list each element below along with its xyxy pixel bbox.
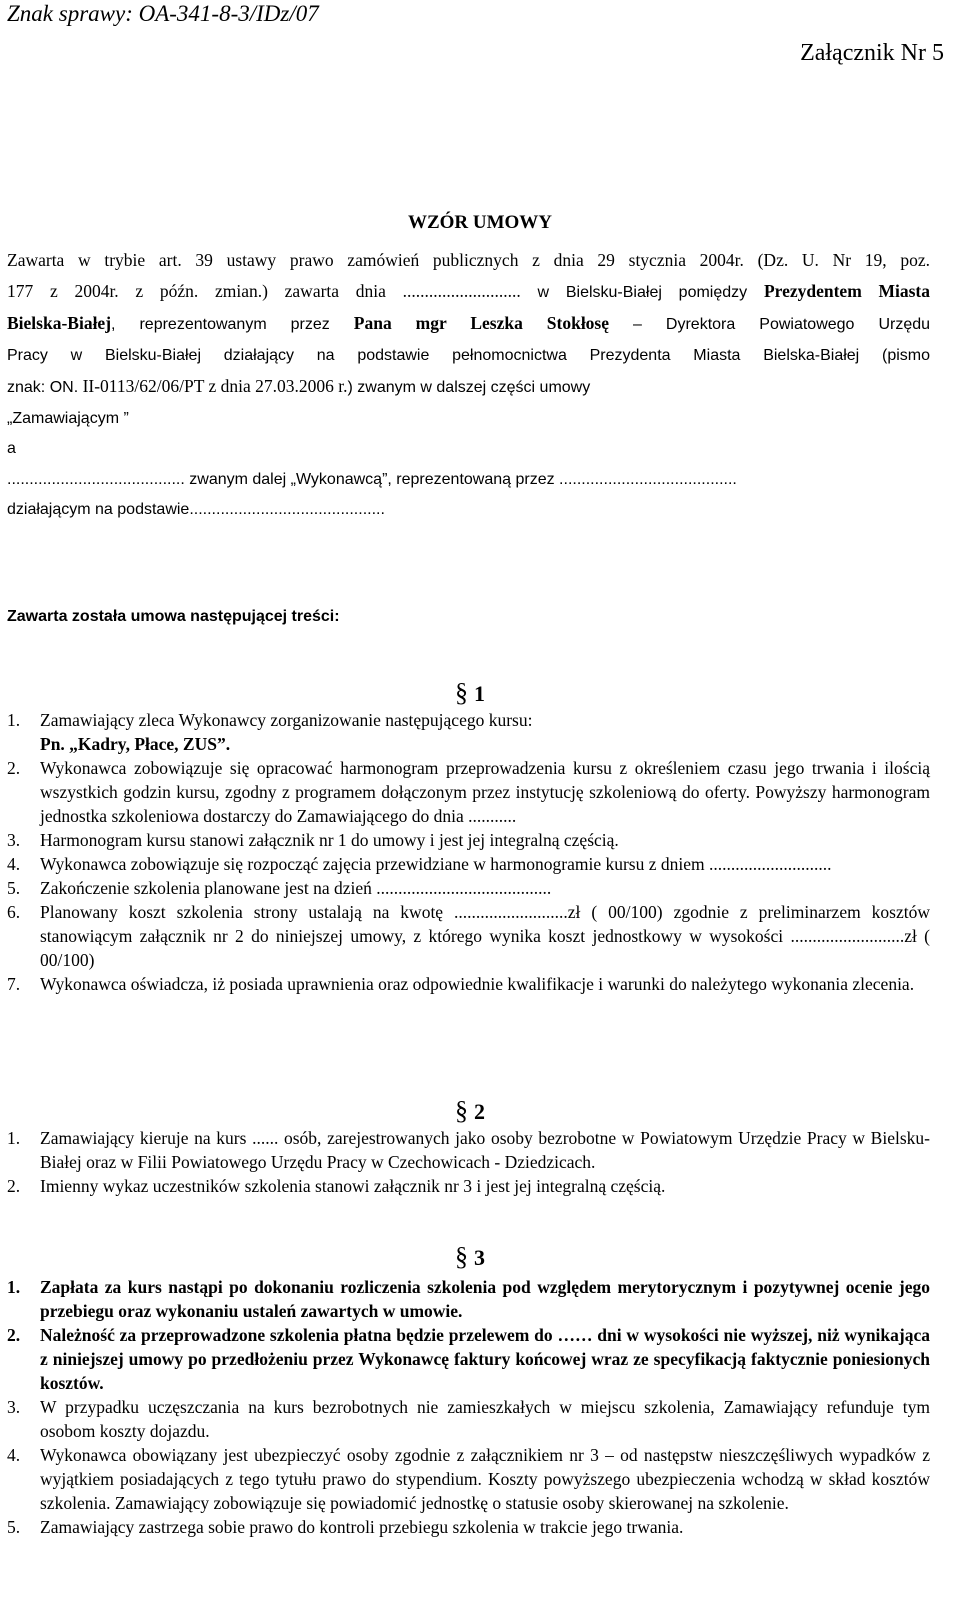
list-item-text: Harmonogram kursu stanowi załącznik nr 1 do umowy i jest jej integralną częścią. [40, 830, 619, 850]
intro-further-text: ) zwanym w dalszej części umowy [347, 379, 591, 396]
list-item-number: 6. [7, 902, 21, 922]
intro-represented-text: , reprezentowanym przez [111, 316, 354, 333]
list-item-text: Należność za przeprowadzone szkolenia płatna będzie przelewem do …… dni w wysokości nie wyższej, niż wynikająca z niniejszej umowy po przedłożeniu przez Wykonawcę faktury końcowej wraz ze specyfikacją faktycznie poniesionych kosztów. [40, 1325, 930, 1393]
intro-date-text: 177 z 2004r. z późn. zmian.) zawarta dnia ........................... [7, 280, 521, 301]
list-item [7, 756, 930, 828]
intro-line-4: Pracy w Bielsku-Białej działający na podstawie pełnomocnictwa Prezydenta Miasta Bielska-Białej (pismo [7, 346, 930, 364]
list-item-number: 1. [7, 1128, 21, 1148]
intro-director-text: – Dyrektora Powiatowego Urzędu [609, 316, 931, 333]
paragraph-sign: § [455, 678, 468, 707]
list-item [7, 900, 930, 972]
section-2-heading [455, 1098, 485, 1125]
list-item-number: 4. [7, 1445, 21, 1465]
document-title: WZÓR UMOWY [407, 212, 553, 233]
list-item-number: 1. [7, 710, 21, 730]
list-item-number: 5. [7, 1517, 21, 1537]
intro-sign-number: II-0113/62/06/PT z dnia 27.03.2006 r. [82, 376, 348, 396]
list-item-text: Planowany koszt szkolenia strony ustalają na kwotę ..........................zł ( 00/100) zgodnie z preliminarzem kosztów stanowiącym załącznik nr 2 do niniejszej umowy, z którego wynika koszt jednostkowy w wysokości ..........................zł ( 00/100) [40, 902, 930, 970]
list-item-text: Zapłata za kurs nastąpi po dokonaniu rozliczenia szkolenia pod względem merytorycznym i pozytywnej ocenie jego przebiegu oraz wykonaniu ustaleń zawartych w umowie. [40, 1277, 930, 1321]
section-2-list [7, 1126, 930, 1198]
section-3-number: 3 [474, 1245, 485, 1270]
list-item-text: Zamawiający kieruje na kurs ...... osób, zarejestrowanych jako osoby bezrobotne w Powiatowym Urzędzie Pracy w Bielsku-Białej oraz w Filii Powiatowego Urzędu Pracy w Czechowicach - Dziedzicach. [40, 1128, 930, 1172]
intro-place-text: w Bielsku-Białej pomiędzy [520, 283, 764, 301]
contract-heading: Zawarta została umowa następującej treści: [7, 608, 340, 625]
list-item-number: 2. [7, 1176, 21, 1196]
intro-party-city: Bielska-Białej [7, 313, 112, 333]
list-item-number: 5. [7, 878, 21, 898]
paragraph-sign: § [455, 1096, 468, 1125]
list-item-number: 7. [7, 974, 21, 994]
list-item-text: Zamawiający zastrzega sobie prawo do kontroli przebiegu szkolenia w trakcie jego trwania. [40, 1517, 684, 1537]
intro-party-president: Prezydentem Miasta [763, 280, 930, 301]
list-item-text: Wykonawca obowiązany jest ubezpieczyć osoby zgodnie z załącznikiem nr 3 – od następstw nieszczęśliwych wypadków z wyjątkiem posiadających z tego tytułu prawo do stypendium. Koszty powyższego ubezpieczenia wchodzą w skład kosztów szkolenia. Zamawiający zobowiązuje się powiadomić jednostkę o statusie osoby skierowanej na szkolenie. [40, 1445, 930, 1513]
list-item-text: Imienny wykaz uczestników szkolenia stanowi załącznik nr 3 i jest jej integralną częścią. [40, 1176, 666, 1196]
intro-line-2 [7, 276, 930, 309]
intro-line-6: „Zamawiającym ” [7, 409, 129, 427]
list-item-text: W przypadku uczęszczania na kurs bezrobotnych nie zamieszkałych w miejscu szkolenia, Zamawiający refunduje tym osobom koszty dojazdu. [40, 1397, 930, 1441]
section-1-list [7, 708, 930, 996]
intro-line-9: działającym na podstawie............................................ [7, 501, 385, 518]
section-3-list [7, 1275, 930, 1539]
list-item-text: Zamawiający zleca Wykonawcy zorganizowanie następującego kursu: [40, 710, 533, 730]
annex-label: Załącznik Nr 5 [800, 40, 944, 66]
section-3-heading [455, 1244, 485, 1271]
list-item [7, 876, 930, 900]
list-item [7, 1443, 930, 1515]
list-item-number: 3. [7, 830, 21, 850]
list-item [7, 708, 930, 756]
intro-line-3 [7, 308, 930, 341]
list-item-number: 2. [7, 758, 21, 778]
list-item [7, 1174, 930, 1198]
list-item-text: Wykonawca zobowiązuje się opracować harmonogram przeprowadzenia kursu z określeniem czasu jego trwania i ilością wszystkich godzin kursu, zgodny z programem dołączonym przez instytucję szkoleniową do oferty. Powyższy harmonogram jednostka szkoleniowa dostarczy do Zamawiającego do dnia ........... [40, 758, 930, 826]
list-item-text: Wykonawca oświadcza, iż posiada uprawnienia oraz odpowiednie kwalifikacje i warunki do należytego wykonania zlecenia. [40, 974, 915, 994]
list-item [7, 1323, 930, 1395]
list-item-number: 2. [7, 1325, 21, 1345]
list-item-text: Wykonawca zobowiązuje się rozpocząć zajęcia przewidziane w harmonogramie kursu z dniem ............................ [40, 854, 832, 874]
list-item-number: 3. [7, 1397, 21, 1417]
case-number: Znak sprawy: OA-341-8-3/IDz/07 [7, 1, 319, 26]
section-2-number: 2 [474, 1099, 485, 1124]
intro-line-7: a [7, 440, 16, 457]
intro-line-8: ........................................ zwanym dalej „Wykonawcą”, reprezentowaną przez ........................................ [7, 470, 737, 488]
list-item-text: Zakończenie szkolenia planowane jest na dzień ........................................ [40, 878, 552, 898]
list-item [7, 1395, 930, 1443]
intro-representative: Pana mgr Leszka Stokłosę [353, 313, 610, 333]
list-item-number: 1. [7, 1277, 21, 1297]
intro-line-1: Zawarta w trybie art. 39 ustawy prawo zamówień publicznych z dnia 29 stycznia 2004r. (Dz. U. Nr 19, poz. [7, 250, 930, 270]
list-item [7, 828, 930, 852]
list-item-number: 4. [7, 854, 21, 874]
list-item [7, 1275, 930, 1323]
paragraph-sign: § [455, 1242, 468, 1271]
section-1-number: 1 [474, 681, 485, 706]
intro-sign-label: znak: ON. [7, 379, 83, 396]
list-item [7, 1126, 930, 1174]
course-name: Pn. „Kadry, Płace, ZUS”. [40, 734, 231, 754]
intro-paragraph [7, 245, 930, 526]
section-1-heading [455, 680, 485, 707]
list-item [7, 852, 930, 876]
list-item [7, 972, 930, 996]
intro-line-5 [7, 371, 930, 404]
list-item [7, 1515, 930, 1539]
